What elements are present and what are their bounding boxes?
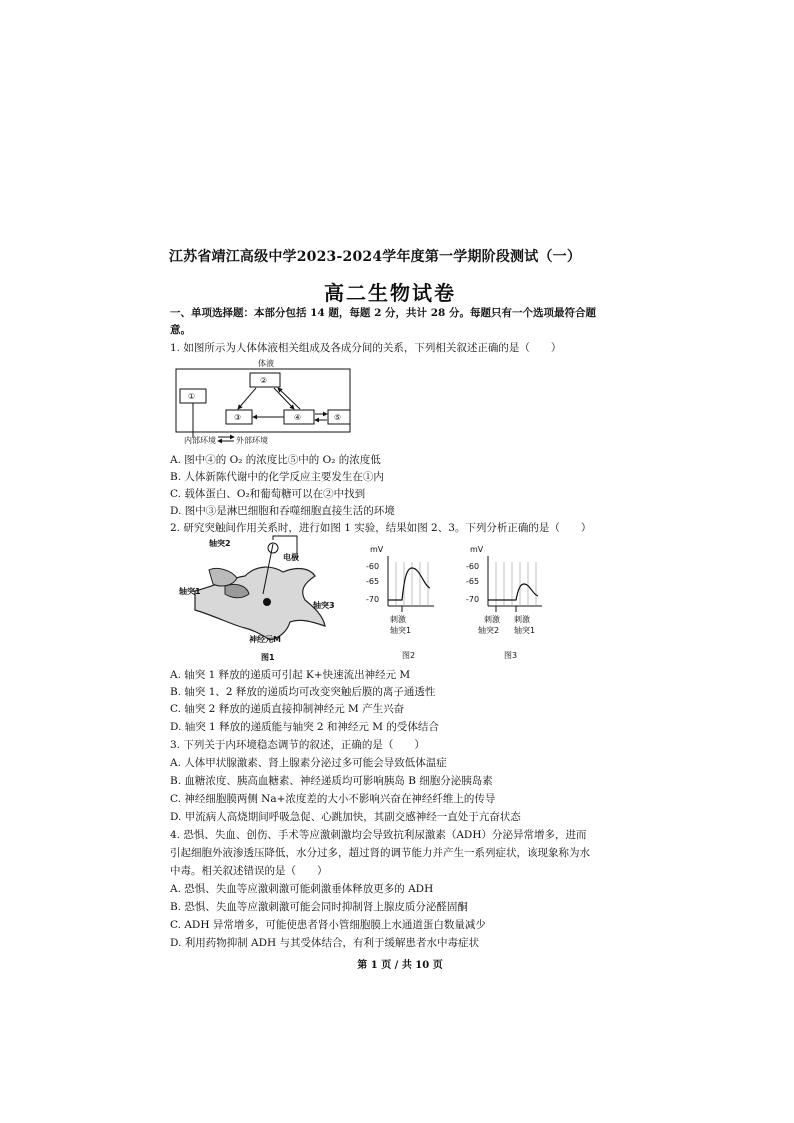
section-heading-line1: 一、单项选择题：本部分包括 14 题，每题 2 分，共计 28 分。每题只有一个选项最符合题 — [170, 307, 596, 319]
label-axon2: 轴突2 — [209, 539, 231, 548]
q3-option-b: B. 血糖浓度、胰高血糖素、神经递质均可影响胰岛 B 细胞分泌胰岛素 — [170, 775, 493, 787]
q1-figure — [172, 357, 372, 447]
box-1-label: ① — [188, 392, 196, 401]
fig3-stim-b-2: 轴突1 — [514, 626, 536, 635]
body-fluid-label: 体液 — [258, 359, 274, 368]
q1-option-d: D. 图中③是淋巴细胞和吞噬细胞直接生活的环境 — [170, 505, 395, 517]
q2-figure-1 — [175, 536, 345, 664]
q2-stem: 2. 研究突触间作用关系时，进行如图 1 实验，结果如图 2、3。下列分析正确的是（ ） — [170, 522, 592, 534]
label-axon3: 轴突3 — [313, 601, 335, 610]
fig2-unit: mV — [370, 545, 384, 554]
q4-option-d: D. 利用药物抑制 ADH 与其受体结合，有利于缓解患者水中毒症状 — [170, 937, 480, 949]
q1-option-b: B. 人体新陈代谢中的化学反应主要发生在①内 — [170, 471, 384, 483]
fig3-caption: 图3 — [504, 651, 518, 660]
exam-title: 江苏省靖江高级中学2023-2024学年度第一学期阶段测试（一） — [168, 249, 582, 265]
label-electrode: 电极 — [283, 553, 299, 562]
section-heading — [170, 305, 610, 339]
q3-option-d: D. 甲流病人高烧期间呼吸急促、心跳加快，其副交感神经一直处于亢奋状态 — [170, 811, 521, 823]
q1-option-c: C. 载体蛋白、O₂和葡萄糖可以在②中找到 — [170, 488, 366, 500]
exam-subtitle: 高二生物试卷 — [324, 281, 456, 305]
q1-stem: 1. 如图所示为人体体液相关组成及各成分间的关系，下列相关叙述正确的是（ ） — [170, 342, 562, 354]
q2-figure-3 — [464, 542, 554, 662]
fig2-stim-1: 刺激 — [390, 615, 406, 624]
fig2-tick-65: -65 — [366, 577, 380, 586]
section-heading-line2: 意。 — [170, 324, 191, 336]
q2-figure-2 — [364, 542, 444, 662]
label-neuron-m: 神经元M — [249, 635, 281, 644]
q4-option-b: B. 恐惧、失血等应激刺激可能会同时抑制肾上腺皮质分泌醛固酮 — [170, 901, 468, 913]
fig3-stim-a-1: 刺激 — [484, 615, 500, 624]
q4-stem-line2: 引起细胞外液渗透压降低，水分过多，超过肾的调节能力并产生一系列症状，该现象称为水 — [170, 847, 590, 859]
fig3-tick-65: -65 — [466, 577, 480, 586]
q2-option-a: A. 轴突 1 释放的递质可引起 K+快速流出神经元 M — [170, 669, 411, 681]
q3-stem: 3. 下列关于内环境稳态调节的叙述，正确的是（ ） — [170, 739, 425, 751]
fig2-stim-2: 轴突1 — [390, 626, 412, 635]
q4-stem-line1: 4. 恐惧、失血、创伤、手术等应激刺激均会导致抗利尿激素（ADH）分泌异常增多，进而 — [170, 829, 587, 841]
q1-option-a: A. 图中④的 O₂ 的浓度比⑤中的 O₂ 的浓度低 — [170, 454, 381, 466]
q4-option-c: C. ADH 异常增多，可能使患者肾小管细胞膜上水通道蛋白数量减少 — [170, 919, 486, 931]
fig3-tick-60: -60 — [466, 562, 480, 571]
fig3-stim-b-1: 刺激 — [514, 615, 530, 624]
q2-option-d: D. 轴突 1 释放的递质能与轴突 2 和神经元 M 的受体结合 — [170, 721, 439, 733]
fig3-tick-70: -70 — [466, 595, 480, 604]
axon2-terminal — [209, 568, 237, 586]
fig3-curve — [488, 584, 538, 600]
fig3-unit: mV — [470, 545, 484, 554]
fig1-caption: 图1 — [261, 653, 275, 662]
q3-option-c: C. 神经细胞膜两侧 Na+浓度差的大小不影响兴奋在神经纤维上的传导 — [170, 793, 496, 805]
fig2-curve — [388, 568, 430, 600]
fig2-tick-70: -70 — [366, 595, 380, 604]
page-footer: 第 1 页 / 共 10 页 — [357, 960, 443, 971]
q4-stem-line3: 中毒。相关叙述错误的是（ ） — [170, 865, 328, 877]
box-4-label: ④ — [294, 413, 302, 422]
box-5-label: ⑤ — [334, 413, 342, 422]
q4-option-a: A. 恐惧、失血等应激刺激可能刺激垂体释放更多的 ADH — [170, 883, 434, 895]
q2-option-b: B. 轴突 1、2 释放的递质均可改变突触后膜的离子通透性 — [170, 686, 436, 698]
fig2-caption: 图2 — [402, 651, 416, 660]
q2-option-c: C. 轴突 2 释放的递质直接抑制神经元 M 产生兴奋 — [170, 703, 405, 715]
legend-inner-env: 内部环境 — [184, 436, 216, 445]
fig3-stim-a-2: 轴突2 — [478, 626, 500, 635]
box-3-label: ③ — [234, 413, 242, 422]
neuron-nucleus — [263, 598, 271, 606]
box-2-label: ② — [260, 376, 268, 385]
q3-option-a: A. 人体甲状腺激素、肾上腺素分泌过多可能会导致低体温症 — [170, 757, 447, 769]
legend-outer-env: 外部环境 — [236, 436, 268, 445]
label-axon1: 轴突1 — [179, 587, 201, 596]
fig2-tick-60: -60 — [366, 562, 380, 571]
